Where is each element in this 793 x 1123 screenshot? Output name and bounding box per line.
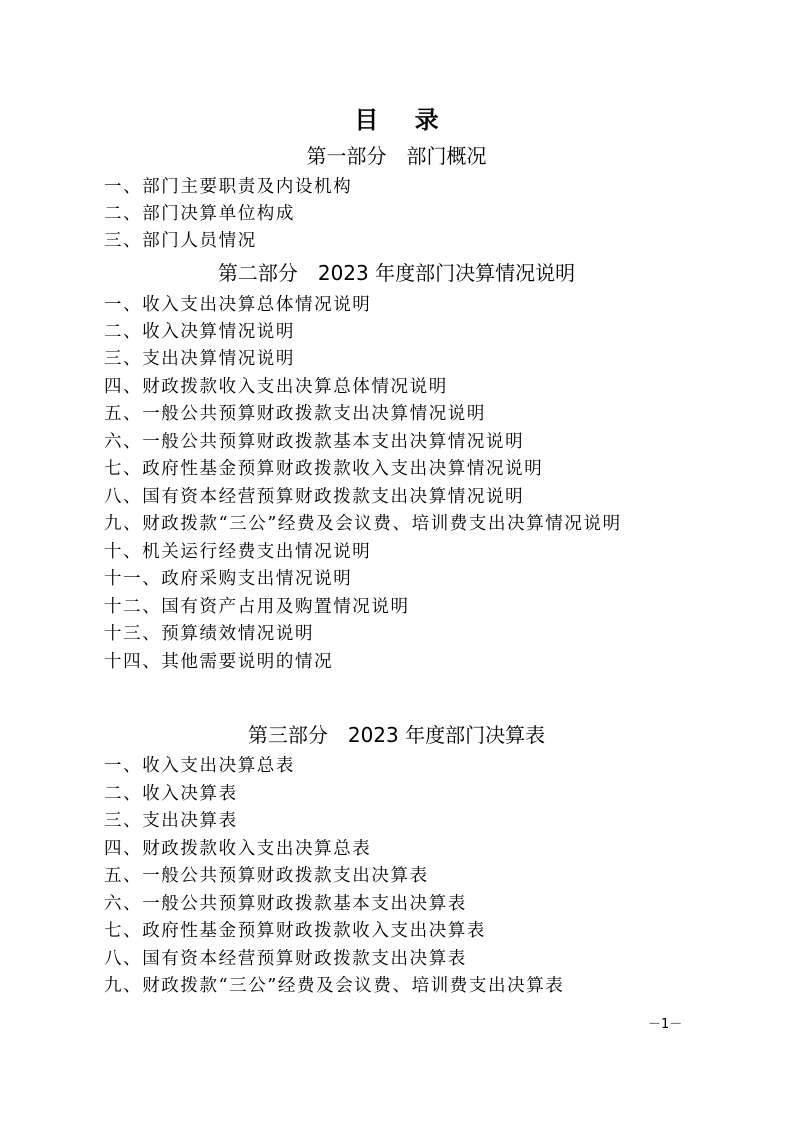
toc-item: 五、一般公共预算财政拨款支出决算表 — [104, 866, 429, 886]
toc-item: 四、财政拨款收入支出决算总表 — [104, 839, 372, 859]
toc-item: 六、一般公共预算财政拨款基本支出决算表 — [104, 894, 467, 914]
toc-item: 三、支出决算表 — [104, 811, 238, 831]
toc-item: 八、国有资本经营预算财政拨款支出决算表 — [104, 949, 467, 969]
toc-item: 一、收入支出决算总表 — [104, 756, 295, 776]
toc-item: 七、政府性基金预算财政拨款收入支出决算情况说明 — [104, 459, 544, 479]
section-heading-part-1: 第一部分 部门概况 — [306, 144, 487, 168]
toc-item: 五、一般公共预算财政拨款支出决算情况说明 — [104, 404, 486, 424]
page-number: －1－ — [648, 1017, 683, 1032]
toc-item: 十四、其他需要说明的情况 — [104, 652, 334, 672]
toc-item: 十二、国有资产占用及购置情况说明 — [104, 597, 410, 617]
toc-item: 二、收入决算情况说明 — [104, 322, 295, 342]
toc-item: 三、部门人员情况 — [104, 231, 257, 251]
section-heading-part-3: 第三部分 2023 年度部门决算表 — [247, 723, 546, 747]
toc-item: 一、部门主要职责及内设机构 — [104, 177, 353, 197]
page-title: 目 录 — [354, 106, 453, 134]
toc-item: 十三、预算绩效情况说明 — [104, 624, 315, 644]
toc-item: 九、财政拨款“三公”经费及会议费、培训费支出决算情况说明 — [104, 514, 622, 534]
toc-item: 四、财政拨款收入支出决算总体情况说明 — [104, 377, 448, 397]
toc-item: 二、部门决算单位构成 — [104, 204, 295, 224]
toc-item: 八、国有资本经营预算财政拨款支出决算情况说明 — [104, 487, 525, 507]
toc-item: 二、收入决算表 — [104, 784, 238, 804]
section-heading-part-2: 第二部分 2023 年度部门决算情况说明 — [217, 261, 576, 285]
toc-item: 一、收入支出决算总体情况说明 — [104, 295, 372, 315]
toc-item: 七、政府性基金预算财政拨款收入支出决算表 — [104, 921, 486, 941]
toc-item: 六、一般公共预算财政拨款基本支出决算情况说明 — [104, 432, 525, 452]
toc-item: 十、机关运行经费支出情况说明 — [104, 542, 372, 562]
toc-item: 九、财政拨款“三公”经费及会议费、培训费支出决算表 — [104, 976, 565, 996]
toc-item: 十一、政府采购支出情况说明 — [104, 569, 353, 589]
toc-item: 三、支出决算情况说明 — [104, 349, 295, 369]
